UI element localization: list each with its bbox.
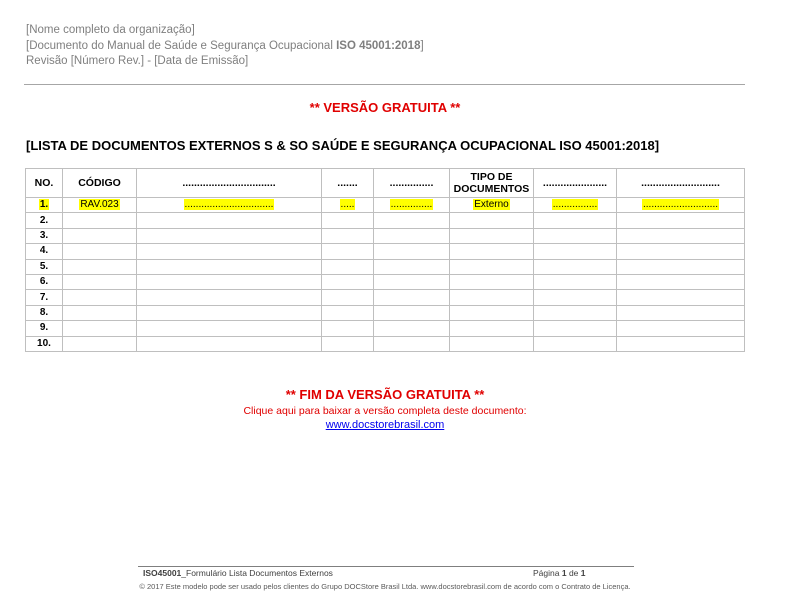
cell-empty: [617, 213, 745, 228]
header-no: NO.: [26, 169, 63, 198]
cell-empty: [450, 213, 534, 228]
cell-empty: [322, 274, 374, 289]
cell-empty: [450, 244, 534, 259]
cell-empty: [450, 259, 534, 274]
row-number: 5.: [26, 259, 63, 274]
header-col8: ...........................: [617, 169, 745, 198]
cell-empty: [137, 259, 322, 274]
cell-empty: [374, 321, 450, 336]
header-divider: [24, 84, 745, 85]
cell-empty: [63, 244, 137, 259]
col3-value: ................................: [184, 199, 274, 211]
cell-empty: [374, 259, 450, 274]
col5-value: ...............: [390, 199, 433, 211]
cell-empty: [617, 321, 745, 336]
cell-empty: [450, 336, 534, 351]
tipo-value: Externo: [474, 199, 509, 211]
page-of: de: [566, 568, 581, 578]
download-prompt[interactable]: Clique aqui para baixar a versão completa deste documento:: [243, 405, 527, 417]
row-number: 3.: [26, 228, 63, 243]
row-number: 2.: [26, 213, 63, 228]
cell-empty: [137, 274, 322, 289]
cell-empty: [617, 228, 745, 243]
cell-empty: [137, 336, 322, 351]
table-row: [26, 228, 745, 243]
cell-empty: [63, 336, 137, 351]
footer-page-number: [533, 568, 586, 578]
table-header-row: [26, 169, 745, 198]
cell-empty: [322, 213, 374, 228]
page-total: 1: [580, 568, 586, 578]
cell-empty: [617, 290, 745, 305]
cell-empty: [374, 290, 450, 305]
header-col7: ......................: [534, 169, 617, 198]
table-row: [26, 321, 745, 336]
cell-empty: [450, 274, 534, 289]
col7-value: ................: [552, 199, 598, 211]
footer-standard: ISO45001: [143, 568, 182, 578]
cell-col8: [617, 198, 745, 213]
cell-empty: [617, 336, 745, 351]
row-number: 10.: [26, 336, 63, 351]
row-number: 6.: [26, 274, 63, 289]
document-line: [26, 40, 446, 52]
table-row: [26, 290, 745, 305]
table-row: [26, 259, 745, 274]
cell-empty: [137, 321, 322, 336]
col4-value: .....: [340, 199, 355, 211]
header-col3: ................................: [137, 169, 322, 198]
codigo-value: RAV.023: [80, 199, 119, 211]
cell-empty: [450, 290, 534, 305]
org-name: [Nome completo da organização]: [26, 24, 195, 36]
cell-empty: [534, 228, 617, 243]
table-row: [26, 198, 745, 213]
row-number: 8.: [26, 305, 63, 320]
cell-empty: [374, 305, 450, 320]
cell-empty: [137, 305, 322, 320]
cell-empty: [534, 336, 617, 351]
row-number-highlight: 1.: [39, 199, 49, 211]
cell-empty: [450, 228, 534, 243]
external-documents-table: [25, 168, 745, 352]
cell-empty: [534, 305, 617, 320]
table-row: [26, 274, 745, 289]
cell-empty: [322, 305, 374, 320]
page-label: Página: [533, 568, 562, 578]
end-free-version-title: ** FIM DA VERSÃO GRATUITA **: [285, 387, 485, 402]
cell-empty: [322, 228, 374, 243]
cell-empty: [63, 228, 137, 243]
cell-empty: [63, 213, 137, 228]
page-current: 1: [561, 568, 567, 578]
cell-empty: [63, 259, 137, 274]
header-col5: ...............: [374, 169, 450, 198]
col8-value: ...........................: [642, 199, 718, 211]
cell-empty: [322, 336, 374, 351]
cell-empty: [617, 305, 745, 320]
cell-empty: [137, 244, 322, 259]
cell-empty: [63, 290, 137, 305]
docstore-link-container: [0, 419, 770, 431]
cell-empty: [137, 213, 322, 228]
footer-divider: [138, 566, 634, 567]
row-number: 9.: [26, 321, 63, 336]
cell-empty: [534, 321, 617, 336]
cell-empty: [322, 259, 374, 274]
cell-empty: [374, 213, 450, 228]
cell-empty: [617, 259, 745, 274]
cell-col3: [137, 198, 322, 213]
cell-empty: [322, 290, 374, 305]
footer-copyright: © 2017 Este modelo pode ser usado pelos clientes do Grupo DOCStore Brasil Ltda. www.docstorebrasil.com de acordo com o Contrato de Licença.: [139, 582, 631, 591]
revision-line: Revisão [Número Rev.] - [Data de Emissão]: [26, 55, 249, 67]
cell-codigo: [63, 198, 137, 213]
footer-document-name: [143, 568, 333, 578]
cell-empty: [63, 305, 137, 320]
cell-empty: [374, 228, 450, 243]
cell-empty: [534, 290, 617, 305]
cell-col7: [534, 198, 617, 213]
table-row: [26, 305, 745, 320]
cell-empty: [137, 290, 322, 305]
row-number: 7.: [26, 290, 63, 305]
document-title: [LISTA DE DOCUMENTOS EXTERNOS S & SO SAÚDE E SEGURANÇA OCUPACIONAL ISO 45001:2018]: [26, 138, 660, 153]
table-row: [26, 336, 745, 351]
cell-empty: [617, 274, 745, 289]
table-row: [26, 213, 745, 228]
cell-col5: [374, 198, 450, 213]
document-line-standard: ISO 45001:2018: [336, 40, 421, 52]
cell-empty: [322, 244, 374, 259]
footer-form-name: _Formulário Lista Documentos Externos: [181, 568, 333, 578]
document-line-prefix: [Documento do Manual de Saúde e Segurança Ocupacional: [26, 40, 337, 52]
cell-empty: [450, 305, 534, 320]
table-row: [26, 244, 745, 259]
cell-empty: [534, 213, 617, 228]
free-version-title: ** VERSÃO GRATUITA **: [309, 100, 461, 115]
header-tipo-documentos: TIPO DE DOCUMENTOS: [450, 169, 534, 198]
cell-empty: [322, 321, 374, 336]
cell-empty: [63, 321, 137, 336]
header-codigo: CÓDIGO: [63, 169, 137, 198]
cell-empty: [617, 244, 745, 259]
docstore-link[interactable]: www.docstorebrasil.com: [325, 419, 445, 431]
cell-empty: [534, 259, 617, 274]
cell-empty: [374, 274, 450, 289]
cell-empty: [63, 274, 137, 289]
row-number: [26, 198, 63, 213]
row-number: 4.: [26, 244, 63, 259]
header-col4: .......: [322, 169, 374, 198]
cell-empty: [534, 274, 617, 289]
cell-col4: [322, 198, 374, 213]
cell-empty: [534, 244, 617, 259]
cell-empty: [374, 336, 450, 351]
cell-empty: [374, 244, 450, 259]
cell-empty: [137, 228, 322, 243]
document-line-suffix: ]: [420, 40, 424, 52]
cell-empty: [450, 321, 534, 336]
cell-tipo: [450, 198, 534, 213]
